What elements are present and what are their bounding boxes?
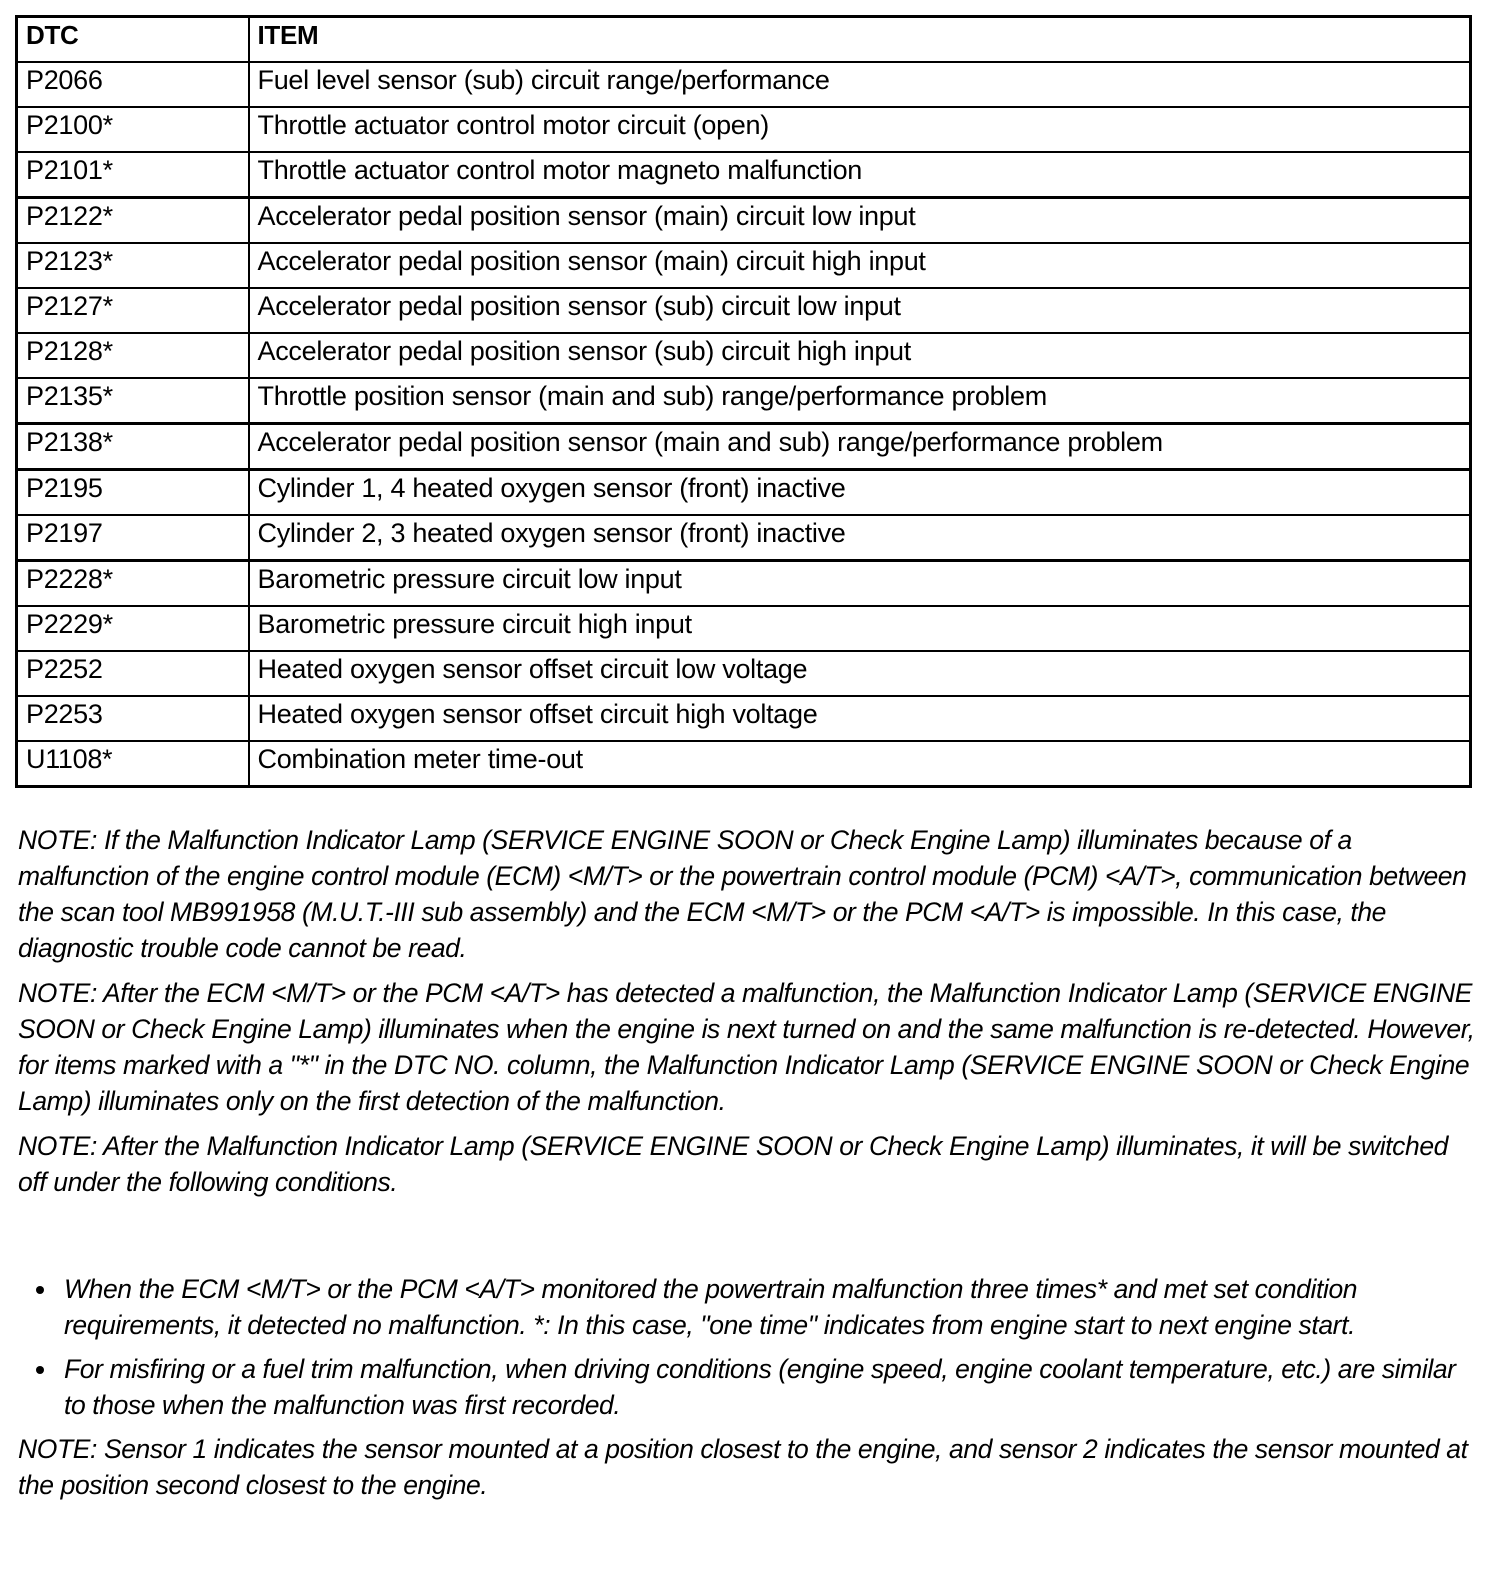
dtc-code: P2127* [17,288,249,333]
list-item [18,1351,1478,1423]
dtc-code: P2195 [17,470,249,516]
dtc-code: P2228* [17,561,249,607]
dtc-code: P2253 [17,696,249,741]
table-header-row [17,17,1471,63]
note-mil-switch-off: NOTE: After the Malfunction Indicator Lamp (SERVICE ENGINE SOON or Check Engine Lamp) illuminates, it will be switched off under the following conditions. [18,1131,1449,1197]
list-item [18,1271,1478,1343]
spacer [18,1209,1478,1271]
table-row [17,152,1471,198]
bullet-icon [36,1366,44,1374]
dtc-item: Accelerator pedal position sensor (main) circuit low input [249,198,1471,244]
note-mil-illumination: NOTE: After the ECM <M/T> or the PCM <A/T> has detected a malfunction, the Malfunction Indicator Lamp (SERVICE ENGINE SOON or Check Engine Lamp) illuminates when the engine is next turned on and the same malfunction is re-detected. However, for items marked with a "*" in the DTC NO. column, the Malfunction Indicator Lamp (SERVICE ENGINE SOON or Check Engine Lamp) illuminates only on the first detection of the malfunction. [18,978,1475,1116]
dtc-code: P2138* [17,424,249,470]
dtc-code: P2101* [17,152,249,198]
list-item-text: For misfiring or a fuel trim malfunction, when driving conditions (engine speed, engine coolant temperature, etc.) are similar to those when the malfunction was first recorded. [64,1354,1456,1420]
table-row [17,288,1471,333]
list-item-text: When the ECM <M/T> or the PCM <A/T> monitored the powertrain malfunction three times* and met set condition requirements, it detected no malfunction. *: In this case, "one time" indicates from engine start to next engine start. [64,1274,1358,1340]
table-row [17,198,1471,244]
dtc-code: P2252 [17,651,249,696]
notes-section [18,822,1478,1512]
table-row [17,696,1471,741]
table-row [17,62,1471,107]
table-row [17,333,1471,378]
dtc-item: Cylinder 2, 3 heated oxygen sensor (front) inactive [249,515,1471,561]
dtc-code: P2066 [17,62,249,107]
table-row [17,378,1471,424]
dtc-item: Accelerator pedal position sensor (main) circuit high input [249,243,1471,288]
table-row [17,470,1471,516]
dtc-item: Combination meter time-out [249,741,1471,787]
dtc-item: Accelerator pedal position sensor (sub) circuit low input [249,288,1471,333]
table-row [17,651,1471,696]
dtc-item: Barometric pressure circuit high input [249,606,1471,651]
dtc-item: Heated oxygen sensor offset circuit low voltage [249,651,1471,696]
dtc-item: Cylinder 1, 4 heated oxygen sensor (front) inactive [249,470,1471,516]
table-row [17,606,1471,651]
dtc-code: P2135* [17,378,249,424]
dtc-item: Heated oxygen sensor offset circuit high voltage [249,696,1471,741]
dtc-item: Barometric pressure circuit low input [249,561,1471,607]
header-item: ITEM [249,17,1471,63]
switch-off-conditions-list [18,1271,1478,1423]
dtc-code: P2197 [17,515,249,561]
dtc-code: P2229* [17,606,249,651]
table-row [17,561,1471,607]
dtc-item: Accelerator pedal position sensor (sub) circuit high input [249,333,1471,378]
table-row [17,515,1471,561]
table-row [17,243,1471,288]
dtc-code: U1108* [17,741,249,787]
header-dtc: DTC [17,17,249,63]
table-row [17,107,1471,152]
dtc-code: P2123* [17,243,249,288]
dtc-table [15,15,1472,788]
dtc-item: Accelerator pedal position sensor (main and sub) range/performance problem [249,424,1471,470]
dtc-item: Throttle actuator control motor circuit (open) [249,107,1471,152]
dtc-code: P2122* [17,198,249,244]
bullet-icon [36,1286,44,1294]
dtc-item: Throttle actuator control motor magneto malfunction [249,152,1471,198]
dtc-item: Throttle position sensor (main and sub) range/performance problem [249,378,1471,424]
note-sensor-positions: NOTE: Sensor 1 indicates the sensor mounted at a position closest to the engine, and sensor 2 indicates the sensor mounted at the position second closest to the engine. [18,1434,1468,1500]
dtc-item: Fuel level sensor (sub) circuit range/performance [249,62,1471,107]
table-row [17,424,1471,470]
dtc-code: P2128* [17,333,249,378]
table-row [17,741,1471,787]
note-mil-communication: NOTE: If the Malfunction Indicator Lamp (SERVICE ENGINE SOON or Check Engine Lamp) illuminates because of a malfunction of the engine control module (ECM) <M/T> or the powertrain control module (PCM) <A/T>, communication between the scan tool MB991958 (M.U.T.-III sub assembly) and the ECM <M/T> or the PCM <A/T> is impossible. In this case, the diagnostic trouble code cannot be read. [18,825,1467,963]
dtc-code: P2100* [17,107,249,152]
